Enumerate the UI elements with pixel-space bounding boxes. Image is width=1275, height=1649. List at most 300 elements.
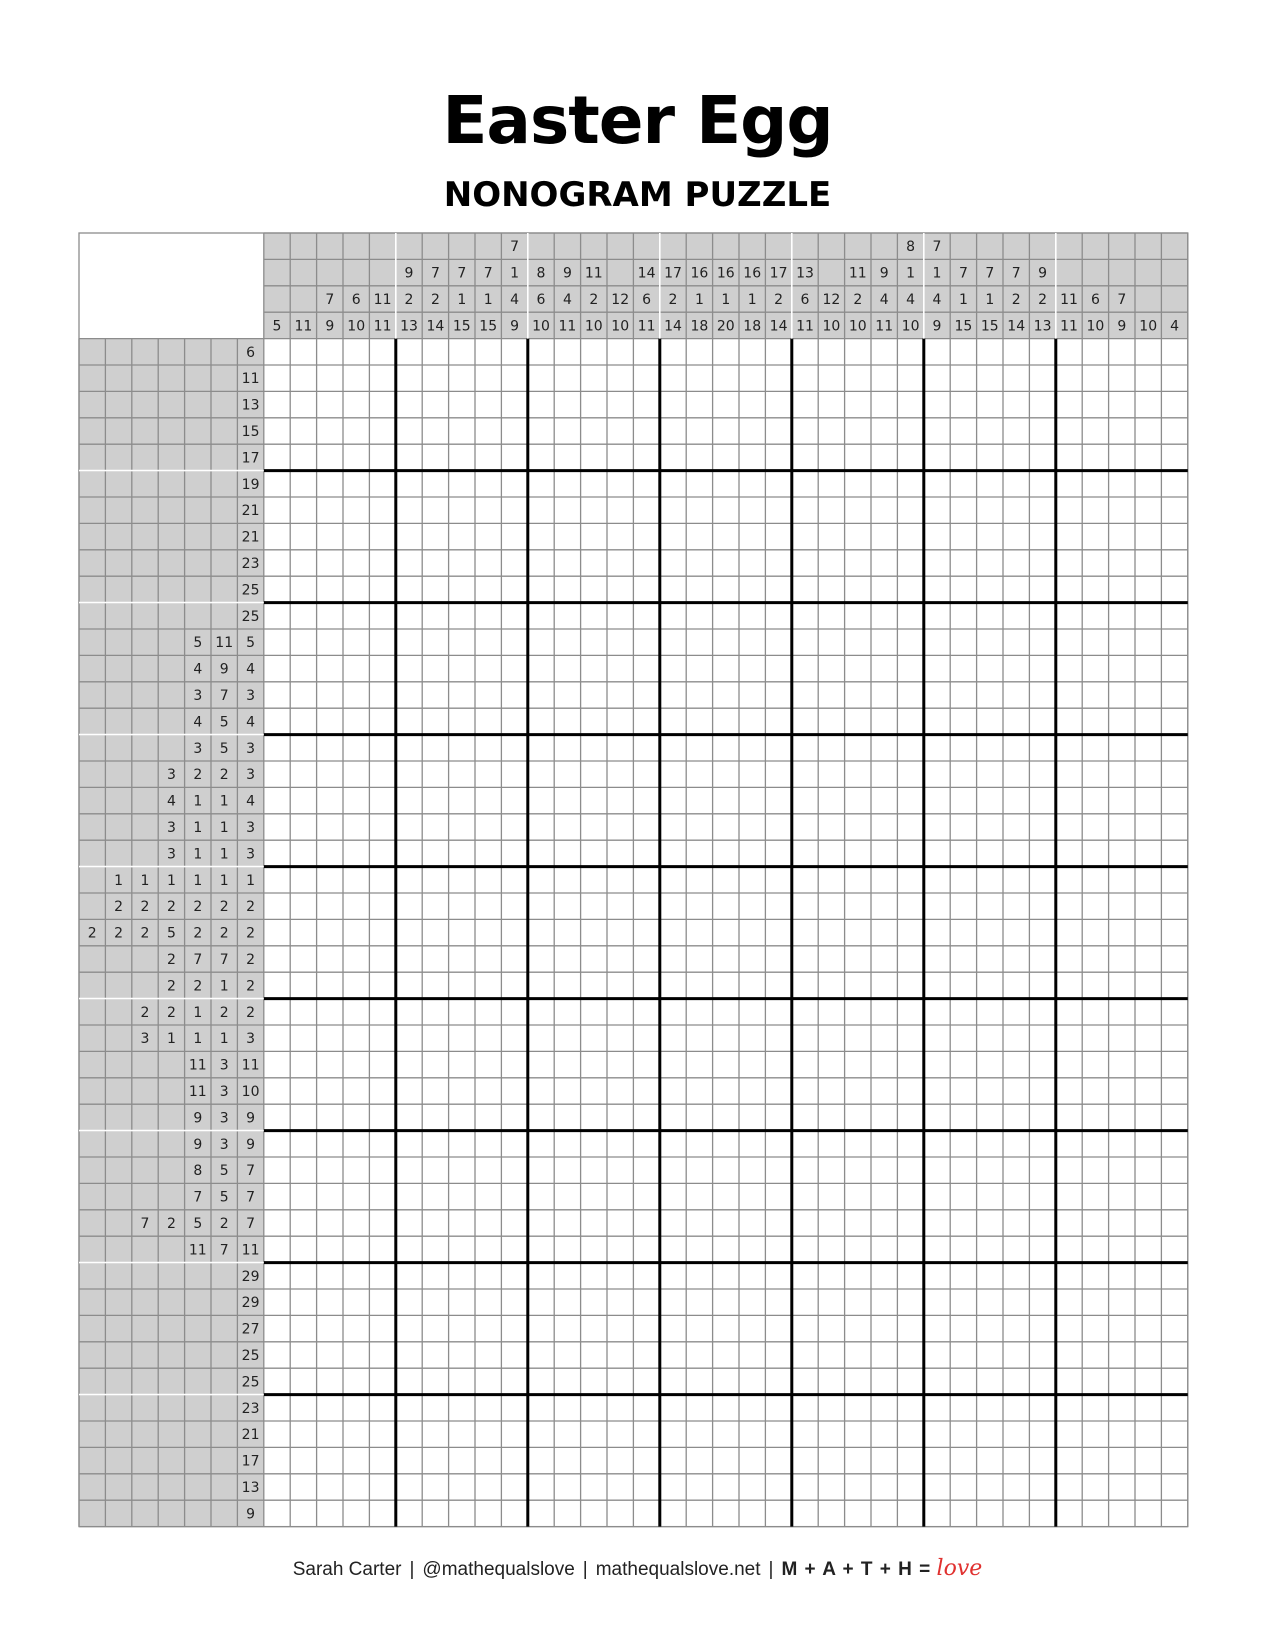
puzzle-cell[interactable]: [343, 1131, 369, 1157]
puzzle-cell[interactable]: [290, 787, 316, 813]
puzzle-cell[interactable]: [792, 1210, 818, 1236]
puzzle-cell[interactable]: [1135, 444, 1161, 470]
puzzle-cell[interactable]: [1161, 1421, 1187, 1447]
puzzle-cell[interactable]: [343, 444, 369, 470]
puzzle-cell[interactable]: [290, 1315, 316, 1341]
puzzle-cell[interactable]: [686, 1025, 712, 1051]
puzzle-cell[interactable]: [871, 708, 897, 734]
puzzle-cell[interactable]: [1082, 946, 1108, 972]
puzzle-cell[interactable]: [343, 761, 369, 787]
puzzle-cell[interactable]: [554, 840, 580, 866]
puzzle-cell[interactable]: [739, 1368, 765, 1394]
puzzle-cell[interactable]: [264, 787, 290, 813]
puzzle-cell[interactable]: [950, 972, 976, 998]
puzzle-cell[interactable]: [897, 682, 923, 708]
puzzle-cell[interactable]: [924, 972, 950, 998]
puzzle-cell[interactable]: [475, 867, 501, 893]
puzzle-cell[interactable]: [449, 1447, 475, 1473]
puzzle-cell[interactable]: [950, 1051, 976, 1077]
puzzle-cell[interactable]: [554, 365, 580, 391]
puzzle-cell[interactable]: [924, 1315, 950, 1341]
puzzle-cell[interactable]: [713, 444, 739, 470]
puzzle-cell[interactable]: [765, 1104, 791, 1130]
puzzle-cell[interactable]: [554, 708, 580, 734]
puzzle-cell[interactable]: [528, 787, 554, 813]
puzzle-cell[interactable]: [977, 999, 1003, 1025]
puzzle-cell[interactable]: [475, 365, 501, 391]
puzzle-cell[interactable]: [528, 1474, 554, 1500]
puzzle-cell[interactable]: [343, 576, 369, 602]
puzzle-cell[interactable]: [845, 867, 871, 893]
puzzle-cell[interactable]: [792, 999, 818, 1025]
puzzle-cell[interactable]: [343, 682, 369, 708]
puzzle-cell[interactable]: [369, 867, 395, 893]
puzzle-cell[interactable]: [897, 761, 923, 787]
puzzle-cell[interactable]: [1161, 655, 1187, 681]
puzzle-cell[interactable]: [1135, 603, 1161, 629]
puzzle-cell[interactable]: [1003, 867, 1029, 893]
puzzle-cell[interactable]: [845, 365, 871, 391]
puzzle-cell[interactable]: [845, 1025, 871, 1051]
puzzle-cell[interactable]: [818, 418, 844, 444]
puzzle-cell[interactable]: [739, 418, 765, 444]
puzzle-cell[interactable]: [581, 1210, 607, 1236]
puzzle-cell[interactable]: [396, 655, 422, 681]
puzzle-cell[interactable]: [1082, 682, 1108, 708]
puzzle-cell[interactable]: [977, 1395, 1003, 1421]
puzzle-cell[interactable]: [765, 1025, 791, 1051]
puzzle-cell[interactable]: [739, 787, 765, 813]
puzzle-cell[interactable]: [792, 1078, 818, 1104]
puzzle-cell[interactable]: [475, 1474, 501, 1500]
puzzle-cell[interactable]: [422, 1500, 448, 1526]
puzzle-cell[interactable]: [713, 1289, 739, 1315]
puzzle-cell[interactable]: [686, 550, 712, 576]
puzzle-cell[interactable]: [1161, 1368, 1187, 1394]
puzzle-cell[interactable]: [554, 1051, 580, 1077]
puzzle-cell[interactable]: [950, 655, 976, 681]
puzzle-cell[interactable]: [897, 471, 923, 497]
puzzle-cell[interactable]: [501, 1263, 527, 1289]
puzzle-cell[interactable]: [897, 1104, 923, 1130]
puzzle-cell[interactable]: [686, 1500, 712, 1526]
puzzle-cell[interactable]: [1056, 1315, 1082, 1341]
puzzle-cell[interactable]: [1029, 946, 1055, 972]
puzzle-cell[interactable]: [607, 735, 633, 761]
puzzle-cell[interactable]: [1003, 655, 1029, 681]
puzzle-cell[interactable]: [1135, 1051, 1161, 1077]
puzzle-cell[interactable]: [633, 840, 659, 866]
puzzle-cell[interactable]: [1029, 814, 1055, 840]
puzzle-cell[interactable]: [977, 1131, 1003, 1157]
puzzle-cell[interactable]: [396, 1210, 422, 1236]
puzzle-cell[interactable]: [739, 1131, 765, 1157]
puzzle-cell[interactable]: [396, 391, 422, 417]
puzzle-cell[interactable]: [581, 471, 607, 497]
puzzle-cell[interactable]: [792, 576, 818, 602]
puzzle-cell[interactable]: [396, 629, 422, 655]
puzzle-cell[interactable]: [369, 365, 395, 391]
puzzle-cell[interactable]: [765, 1051, 791, 1077]
puzzle-cell[interactable]: [290, 735, 316, 761]
puzzle-cell[interactable]: [449, 893, 475, 919]
puzzle-cell[interactable]: [501, 365, 527, 391]
puzzle-cell[interactable]: [1082, 497, 1108, 523]
puzzle-cell[interactable]: [924, 339, 950, 365]
puzzle-cell[interactable]: [1056, 708, 1082, 734]
puzzle-cell[interactable]: [501, 1289, 527, 1315]
puzzle-cell[interactable]: [950, 497, 976, 523]
puzzle-cell[interactable]: [765, 1315, 791, 1341]
puzzle-cell[interactable]: [475, 1210, 501, 1236]
puzzle-cell[interactable]: [422, 1210, 448, 1236]
puzzle-cell[interactable]: [369, 471, 395, 497]
puzzle-cell[interactable]: [845, 471, 871, 497]
puzzle-cell[interactable]: [1135, 391, 1161, 417]
puzzle-cell[interactable]: [449, 1183, 475, 1209]
puzzle-cell[interactable]: [317, 999, 343, 1025]
puzzle-cell[interactable]: [765, 1236, 791, 1262]
puzzle-cell[interactable]: [871, 603, 897, 629]
puzzle-cell[interactable]: [528, 972, 554, 998]
puzzle-cell[interactable]: [897, 444, 923, 470]
puzzle-cell[interactable]: [264, 655, 290, 681]
puzzle-cell[interactable]: [264, 418, 290, 444]
puzzle-cell[interactable]: [396, 576, 422, 602]
puzzle-cell[interactable]: [449, 576, 475, 602]
puzzle-cell[interactable]: [264, 919, 290, 945]
puzzle-cell[interactable]: [343, 1051, 369, 1077]
puzzle-cell[interactable]: [765, 497, 791, 523]
puzzle-cell[interactable]: [528, 735, 554, 761]
puzzle-cell[interactable]: [422, 814, 448, 840]
puzzle-cell[interactable]: [897, 1395, 923, 1421]
puzzle-cell[interactable]: [501, 999, 527, 1025]
puzzle-cell[interactable]: [1135, 1368, 1161, 1394]
puzzle-cell[interactable]: [713, 1421, 739, 1447]
puzzle-cell[interactable]: [950, 919, 976, 945]
puzzle-cell[interactable]: [1056, 629, 1082, 655]
puzzle-cell[interactable]: [1109, 365, 1135, 391]
puzzle-cell[interactable]: [264, 1263, 290, 1289]
puzzle-cell[interactable]: [686, 497, 712, 523]
puzzle-cell[interactable]: [475, 919, 501, 945]
puzzle-cell[interactable]: [422, 391, 448, 417]
puzzle-cell[interactable]: [792, 603, 818, 629]
puzzle-cell[interactable]: [713, 787, 739, 813]
puzzle-cell[interactable]: [897, 1210, 923, 1236]
puzzle-cell[interactable]: [501, 787, 527, 813]
puzzle-cell[interactable]: [686, 444, 712, 470]
puzzle-cell[interactable]: [897, 497, 923, 523]
puzzle-cell[interactable]: [554, 1078, 580, 1104]
puzzle-cell[interactable]: [1135, 1263, 1161, 1289]
puzzle-cell[interactable]: [818, 444, 844, 470]
puzzle-cell[interactable]: [317, 1104, 343, 1130]
puzzle-cell[interactable]: [818, 1447, 844, 1473]
puzzle-cell[interactable]: [343, 1395, 369, 1421]
puzzle-cell[interactable]: [581, 919, 607, 945]
puzzle-cell[interactable]: [396, 708, 422, 734]
puzzle-cell[interactable]: [765, 1131, 791, 1157]
puzzle-cell[interactable]: [633, 1210, 659, 1236]
puzzle-cell[interactable]: [845, 1447, 871, 1473]
puzzle-cell[interactable]: [1109, 761, 1135, 787]
puzzle-cell[interactable]: [501, 1315, 527, 1341]
puzzle-cell[interactable]: [449, 999, 475, 1025]
puzzle-cell[interactable]: [396, 972, 422, 998]
puzzle-cell[interactable]: [792, 550, 818, 576]
puzzle-cell[interactable]: [1109, 1236, 1135, 1262]
puzzle-cell[interactable]: [713, 999, 739, 1025]
puzzle-cell[interactable]: [290, 444, 316, 470]
puzzle-cell[interactable]: [1003, 471, 1029, 497]
puzzle-cell[interactable]: [369, 708, 395, 734]
puzzle-cell[interactable]: [818, 787, 844, 813]
puzzle-cell[interactable]: [475, 682, 501, 708]
puzzle-cell[interactable]: [581, 497, 607, 523]
puzzle-cell[interactable]: [1056, 576, 1082, 602]
puzzle-cell[interactable]: [713, 893, 739, 919]
puzzle-cell[interactable]: [871, 972, 897, 998]
puzzle-cell[interactable]: [1056, 1157, 1082, 1183]
puzzle-cell[interactable]: [765, 761, 791, 787]
puzzle-cell[interactable]: [607, 919, 633, 945]
puzzle-cell[interactable]: [449, 1500, 475, 1526]
puzzle-cell[interactable]: [686, 1263, 712, 1289]
puzzle-cell[interactable]: [449, 655, 475, 681]
puzzle-cell[interactable]: [1056, 1342, 1082, 1368]
puzzle-cell[interactable]: [501, 471, 527, 497]
puzzle-cell[interactable]: [1082, 735, 1108, 761]
puzzle-cell[interactable]: [845, 919, 871, 945]
puzzle-cell[interactable]: [818, 735, 844, 761]
puzzle-cell[interactable]: [713, 339, 739, 365]
puzzle-cell[interactable]: [449, 339, 475, 365]
puzzle-cell[interactable]: [818, 1157, 844, 1183]
puzzle-cell[interactable]: [1109, 1025, 1135, 1051]
puzzle-cell[interactable]: [1082, 840, 1108, 866]
puzzle-cell[interactable]: [1109, 919, 1135, 945]
puzzle-cell[interactable]: [739, 391, 765, 417]
puzzle-cell[interactable]: [501, 629, 527, 655]
puzzle-cell[interactable]: [1056, 735, 1082, 761]
puzzle-cell[interactable]: [977, 1342, 1003, 1368]
puzzle-cell[interactable]: [422, 1421, 448, 1447]
puzzle-cell[interactable]: [290, 1051, 316, 1077]
puzzle-cell[interactable]: [950, 1474, 976, 1500]
puzzle-cell[interactable]: [1082, 1025, 1108, 1051]
puzzle-cell[interactable]: [950, 1421, 976, 1447]
puzzle-cell[interactable]: [369, 550, 395, 576]
puzzle-cell[interactable]: [317, 1474, 343, 1500]
puzzle-cell[interactable]: [317, 840, 343, 866]
puzzle-cell[interactable]: [713, 735, 739, 761]
puzzle-cell[interactable]: [739, 708, 765, 734]
puzzle-cell[interactable]: [1109, 1210, 1135, 1236]
puzzle-cell[interactable]: [845, 1315, 871, 1341]
puzzle-cell[interactable]: [581, 1263, 607, 1289]
puzzle-cell[interactable]: [686, 339, 712, 365]
puzzle-cell[interactable]: [475, 550, 501, 576]
puzzle-cell[interactable]: [264, 735, 290, 761]
puzzle-cell[interactable]: [713, 919, 739, 945]
puzzle-cell[interactable]: [554, 735, 580, 761]
puzzle-cell[interactable]: [660, 418, 686, 444]
puzzle-cell[interactable]: [977, 1051, 1003, 1077]
puzzle-cell[interactable]: [396, 1474, 422, 1500]
puzzle-cell[interactable]: [792, 418, 818, 444]
puzzle-cell[interactable]: [1082, 919, 1108, 945]
puzzle-cell[interactable]: [845, 1104, 871, 1130]
puzzle-cell[interactable]: [660, 787, 686, 813]
puzzle-cell[interactable]: [290, 391, 316, 417]
puzzle-cell[interactable]: [897, 1025, 923, 1051]
puzzle-cell[interactable]: [343, 708, 369, 734]
puzzle-cell[interactable]: [343, 1315, 369, 1341]
puzzle-cell[interactable]: [633, 471, 659, 497]
puzzle-cell[interactable]: [950, 999, 976, 1025]
puzzle-cell[interactable]: [765, 708, 791, 734]
puzzle-cell[interactable]: [686, 523, 712, 549]
puzzle-cell[interactable]: [977, 444, 1003, 470]
puzzle-cell[interactable]: [475, 708, 501, 734]
puzzle-cell[interactable]: [449, 391, 475, 417]
puzzle-cell[interactable]: [475, 444, 501, 470]
puzzle-cell[interactable]: [1003, 1368, 1029, 1394]
puzzle-cell[interactable]: [1109, 655, 1135, 681]
puzzle-cell[interactable]: [713, 1104, 739, 1130]
puzzle-cell[interactable]: [977, 972, 1003, 998]
puzzle-cell[interactable]: [871, 1263, 897, 1289]
puzzle-cell[interactable]: [607, 655, 633, 681]
puzzle-cell[interactable]: [1003, 999, 1029, 1025]
puzzle-cell[interactable]: [581, 418, 607, 444]
puzzle-cell[interactable]: [977, 1315, 1003, 1341]
puzzle-cell[interactable]: [660, 893, 686, 919]
puzzle-cell[interactable]: [449, 972, 475, 998]
puzzle-cell[interactable]: [449, 946, 475, 972]
puzzle-cell[interactable]: [1161, 972, 1187, 998]
puzzle-cell[interactable]: [607, 946, 633, 972]
puzzle-cell[interactable]: [950, 840, 976, 866]
puzzle-cell[interactable]: [475, 787, 501, 813]
puzzle-cell[interactable]: [449, 708, 475, 734]
puzzle-cell[interactable]: [924, 629, 950, 655]
puzzle-cell[interactable]: [264, 1183, 290, 1209]
puzzle-cell[interactable]: [290, 365, 316, 391]
puzzle-cell[interactable]: [1109, 1421, 1135, 1447]
puzzle-cell[interactable]: [739, 1236, 765, 1262]
puzzle-cell[interactable]: [581, 1421, 607, 1447]
puzzle-cell[interactable]: [739, 1447, 765, 1473]
puzzle-cell[interactable]: [1161, 1078, 1187, 1104]
puzzle-cell[interactable]: [501, 1078, 527, 1104]
puzzle-cell[interactable]: [739, 1025, 765, 1051]
puzzle-cell[interactable]: [845, 1157, 871, 1183]
puzzle-cell[interactable]: [1161, 1500, 1187, 1526]
puzzle-cell[interactable]: [1029, 972, 1055, 998]
puzzle-cell[interactable]: [818, 471, 844, 497]
puzzle-cell[interactable]: [633, 1421, 659, 1447]
puzzle-cell[interactable]: [924, 867, 950, 893]
puzzle-cell[interactable]: [633, 1078, 659, 1104]
puzzle-cell[interactable]: [792, 1025, 818, 1051]
puzzle-cell[interactable]: [660, 497, 686, 523]
puzzle-cell[interactable]: [422, 1183, 448, 1209]
puzzle-cell[interactable]: [317, 1315, 343, 1341]
puzzle-cell[interactable]: [871, 1395, 897, 1421]
puzzle-cell[interactable]: [1082, 1210, 1108, 1236]
puzzle-cell[interactable]: [897, 576, 923, 602]
puzzle-cell[interactable]: [1161, 339, 1187, 365]
puzzle-cell[interactable]: [1109, 1104, 1135, 1130]
puzzle-cell[interactable]: [871, 1051, 897, 1077]
puzzle-cell[interactable]: [660, 1078, 686, 1104]
puzzle-cell[interactable]: [449, 1263, 475, 1289]
puzzle-cell[interactable]: [1029, 1315, 1055, 1341]
puzzle-cell[interactable]: [528, 339, 554, 365]
puzzle-cell[interactable]: [396, 1051, 422, 1077]
puzzle-cell[interactable]: [369, 1421, 395, 1447]
puzzle-cell[interactable]: [449, 1368, 475, 1394]
puzzle-cell[interactable]: [422, 787, 448, 813]
puzzle-cell[interactable]: [765, 1183, 791, 1209]
puzzle-cell[interactable]: [924, 1368, 950, 1394]
puzzle-cell[interactable]: [290, 1342, 316, 1368]
puzzle-cell[interactable]: [950, 1500, 976, 1526]
puzzle-cell[interactable]: [950, 708, 976, 734]
puzzle-cell[interactable]: [845, 735, 871, 761]
puzzle-cell[interactable]: [501, 814, 527, 840]
puzzle-cell[interactable]: [845, 814, 871, 840]
puzzle-cell[interactable]: [554, 1157, 580, 1183]
puzzle-cell[interactable]: [977, 1210, 1003, 1236]
puzzle-cell[interactable]: [950, 1447, 976, 1473]
puzzle-cell[interactable]: [924, 1025, 950, 1051]
puzzle-cell[interactable]: [501, 919, 527, 945]
puzzle-cell[interactable]: [977, 867, 1003, 893]
puzzle-cell[interactable]: [1109, 999, 1135, 1025]
puzzle-cell[interactable]: [607, 1474, 633, 1500]
puzzle-cell[interactable]: [818, 1421, 844, 1447]
puzzle-cell[interactable]: [1135, 919, 1161, 945]
puzzle-cell[interactable]: [818, 497, 844, 523]
puzzle-cell[interactable]: [343, 497, 369, 523]
puzzle-cell[interactable]: [765, 840, 791, 866]
puzzle-cell[interactable]: [660, 814, 686, 840]
puzzle-cell[interactable]: [396, 550, 422, 576]
puzzle-cell[interactable]: [290, 339, 316, 365]
puzzle-cell[interactable]: [449, 735, 475, 761]
puzzle-cell[interactable]: [554, 550, 580, 576]
puzzle-cell[interactable]: [396, 761, 422, 787]
puzzle-cell[interactable]: [924, 1183, 950, 1209]
puzzle-cell[interactable]: [713, 1157, 739, 1183]
puzzle-cell[interactable]: [765, 629, 791, 655]
puzzle-cell[interactable]: [765, 523, 791, 549]
puzzle-cell[interactable]: [317, 497, 343, 523]
puzzle-cell[interactable]: [369, 1210, 395, 1236]
puzzle-cell[interactable]: [713, 1051, 739, 1077]
puzzle-cell[interactable]: [528, 391, 554, 417]
puzzle-cell[interactable]: [343, 1447, 369, 1473]
puzzle-cell[interactable]: [765, 1078, 791, 1104]
puzzle-cell[interactable]: [1161, 365, 1187, 391]
puzzle-cell[interactable]: [290, 1500, 316, 1526]
puzzle-cell[interactable]: [1082, 1500, 1108, 1526]
puzzle-cell[interactable]: [1003, 1157, 1029, 1183]
